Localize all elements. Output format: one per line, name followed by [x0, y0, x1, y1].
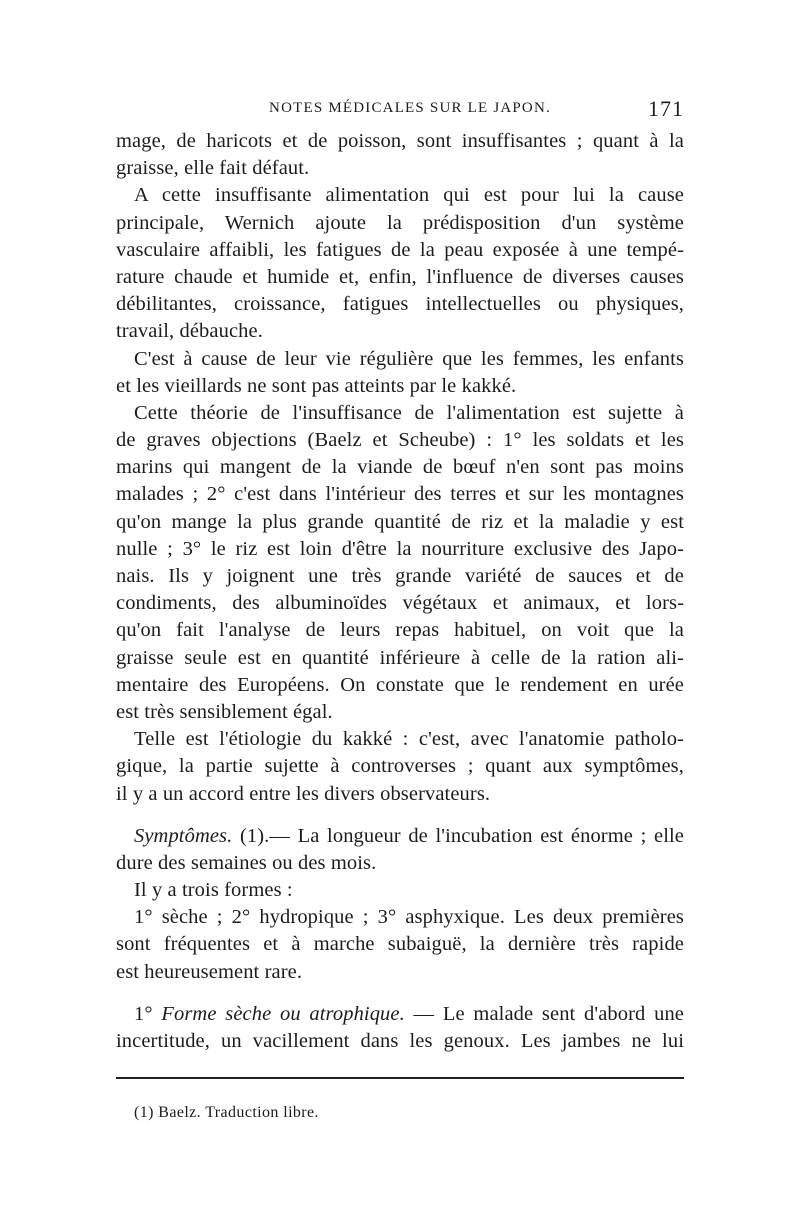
text-line: C'est à cause de leur vie régulière que les femmes, les enfants: [134, 347, 684, 370]
text-line: graisse, elle fait défaut.: [116, 157, 310, 180]
text-line: A cette insuffisante alimentation qui est pour lui la cause: [134, 184, 684, 207]
text-line: Il y a trois formes :: [134, 879, 293, 902]
text-line: travail, débauche.: [116, 320, 263, 343]
running-head: [116, 96, 684, 124]
text-line: [116, 823, 684, 850]
text-line: vasculaire affaibli, les fatigues de la peau exposée à une tempé-: [116, 238, 684, 261]
text-line: Telle est l'étiologie du kakké : c'est, avec l'anatomie patholo-: [134, 728, 684, 751]
text-line: mentaire des Européens. On constate que le rendement en urée: [116, 673, 684, 696]
text-line: sont fréquentes et à marche subaiguë, la dernière très rapide: [116, 933, 684, 956]
footnote: (1) Baelz. Traduction libre.: [134, 1104, 319, 1121]
text-line: Cette théorie de l'insuffisance de l'alimentation est sujette à: [134, 401, 684, 424]
text-line: est très sensiblement égal.: [116, 700, 333, 723]
text-line: il y a un accord entre les divers observateurs.: [116, 782, 491, 805]
text-line: gique, la partie sujette à controverses ; quant aux symptômes,: [116, 755, 684, 778]
text-line: qu'on fait l'analyse de leurs repas habituel, on voit que la: [116, 619, 684, 642]
text-run: 1°: [134, 1002, 162, 1025]
text-line: mage, de haricots et de poisson, sont insuffisantes ; quant à la: [116, 130, 684, 152]
body-text: [116, 128, 684, 1055]
text-line: malades ; 2° c'est dans l'intérieur des terres et sur les montagnes: [116, 483, 684, 506]
text-line: marins qui mangent de la viande de bœuf n'en sont pas moins: [116, 456, 684, 479]
text-line: est heureusement rare.: [116, 960, 303, 983]
text-line: nulle ; 3° le riz est loin d'être la nourriture exclusive des Japo-: [116, 537, 684, 560]
text-line: de graves objections (Baelz et Scheube) : 1° les soldats et les: [116, 429, 684, 452]
section-heading-forme-seche: Forme sèche ou atrophique.: [161, 1002, 405, 1025]
text-run: (1).— La longueur de l'incubation est énorme ; elle: [232, 824, 684, 847]
text-line: condiments, des albuminoïdes végétaux et animaux, et lors-: [116, 592, 684, 615]
text-line: dure des semaines ou des mois.: [116, 851, 377, 874]
running-title: NOTES MÉDICALES SUR LE JAPON.: [269, 100, 551, 116]
page-number: 171: [648, 96, 684, 121]
text-line: nais. Ils y joignent une très grande variété de sauces et de: [116, 565, 684, 587]
text-line: et les vieillards ne sont pas atteints par le kakké.: [116, 374, 517, 397]
text-line: principale, Wernich ajoute la prédisposition d'un système: [116, 211, 684, 234]
text-run: — Le malade sent d'abord une: [404, 1002, 684, 1025]
footnote-rule: [116, 1077, 684, 1079]
text-line: débilitantes, croissance, fatigues intellectuelles ou physiques,: [116, 293, 684, 316]
text-line: graisse seule est en quantité inférieure à celle de la ration ali-: [116, 646, 684, 669]
section-gap: [116, 986, 684, 1001]
section-heading-symptomes: Symptômes.: [134, 824, 233, 847]
section-gap: [116, 808, 684, 823]
text-line: 1° sèche ; 2° hydropique ; 3° asphyxique. Les deux premières: [134, 906, 684, 929]
text-line: rature chaude et humide et, enfin, l'influence de diverses causes: [116, 265, 684, 288]
text-line: incertitude, un vacillement dans les genoux. Les jambes ne lui: [116, 1030, 684, 1052]
text-line: [116, 1001, 684, 1028]
text-line: qu'on mange la plus grande quantité de riz et la maladie y est: [116, 510, 684, 533]
